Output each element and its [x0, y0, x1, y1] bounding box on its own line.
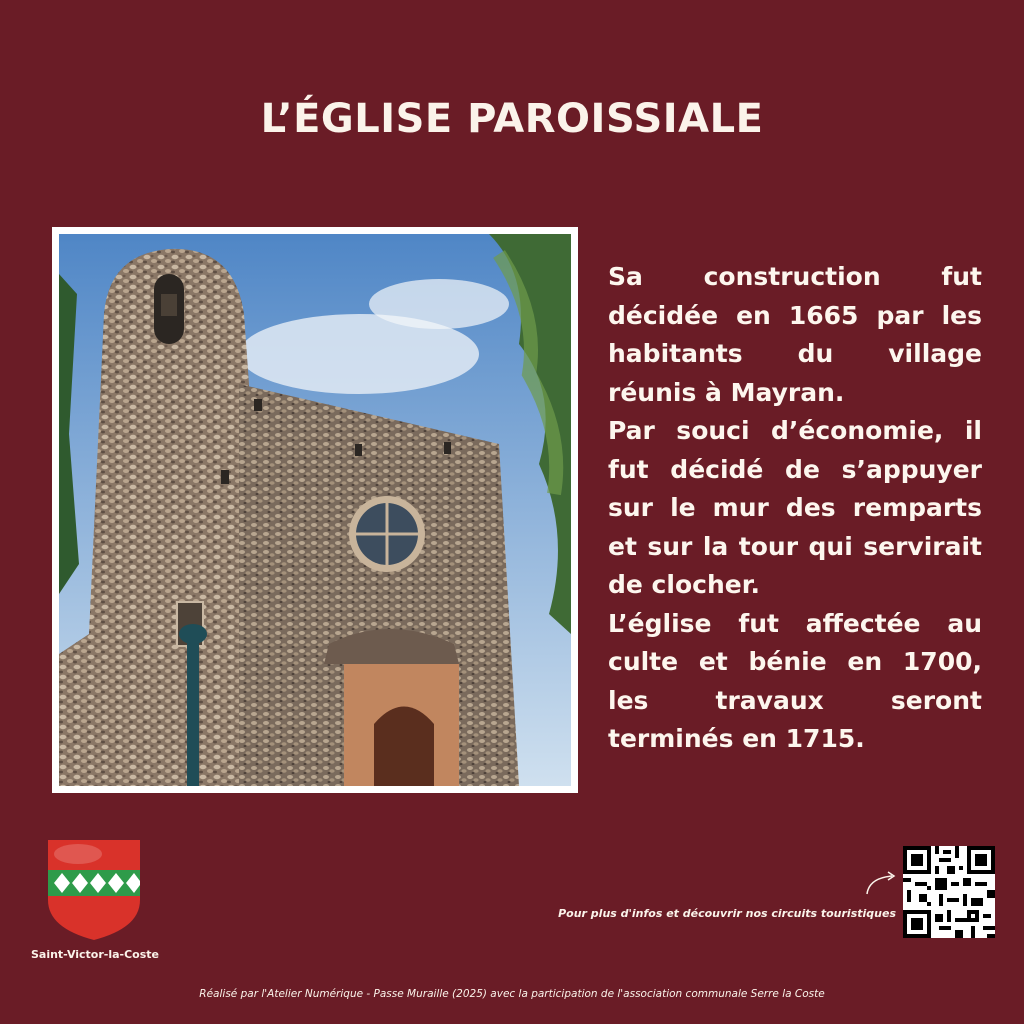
paragraph-1: Sa construction fut décidée en 1665 par les habitants du village réunis à Mayran.	[608, 262, 982, 407]
church-illustration	[59, 234, 571, 786]
credits-text: Réalisé par l'Atelier Numérique - Passe Muraille (2025) avec la participation de l'association communale Serre la Coste	[199, 988, 825, 1000]
paragraph-3: L’église fut affectée au culte et bénie en 1700, les travaux seront terminés en 1715.	[608, 608, 982, 753]
curved-arrow-icon	[864, 870, 898, 896]
page-title: L’ÉGLISE PAROISSIALE	[260, 96, 764, 142]
coat-of-arms	[48, 840, 140, 940]
church-photo	[52, 227, 578, 793]
commune-name: Saint-Victor-la-Coste	[30, 948, 160, 961]
qr-code-icon	[903, 846, 995, 938]
info-text: Pour plus d'infos et découvrir nos circuits touristiques	[558, 907, 896, 920]
description-text	[608, 258, 982, 759]
qr-code[interactable]	[903, 846, 995, 938]
paragraph-2: Par souci d’économie, il fut décidé de s’appuyer sur le mur des remparts et sur la tour qui servirait de clocher.	[608, 416, 982, 599]
coat-of-arms-icon	[48, 840, 140, 940]
